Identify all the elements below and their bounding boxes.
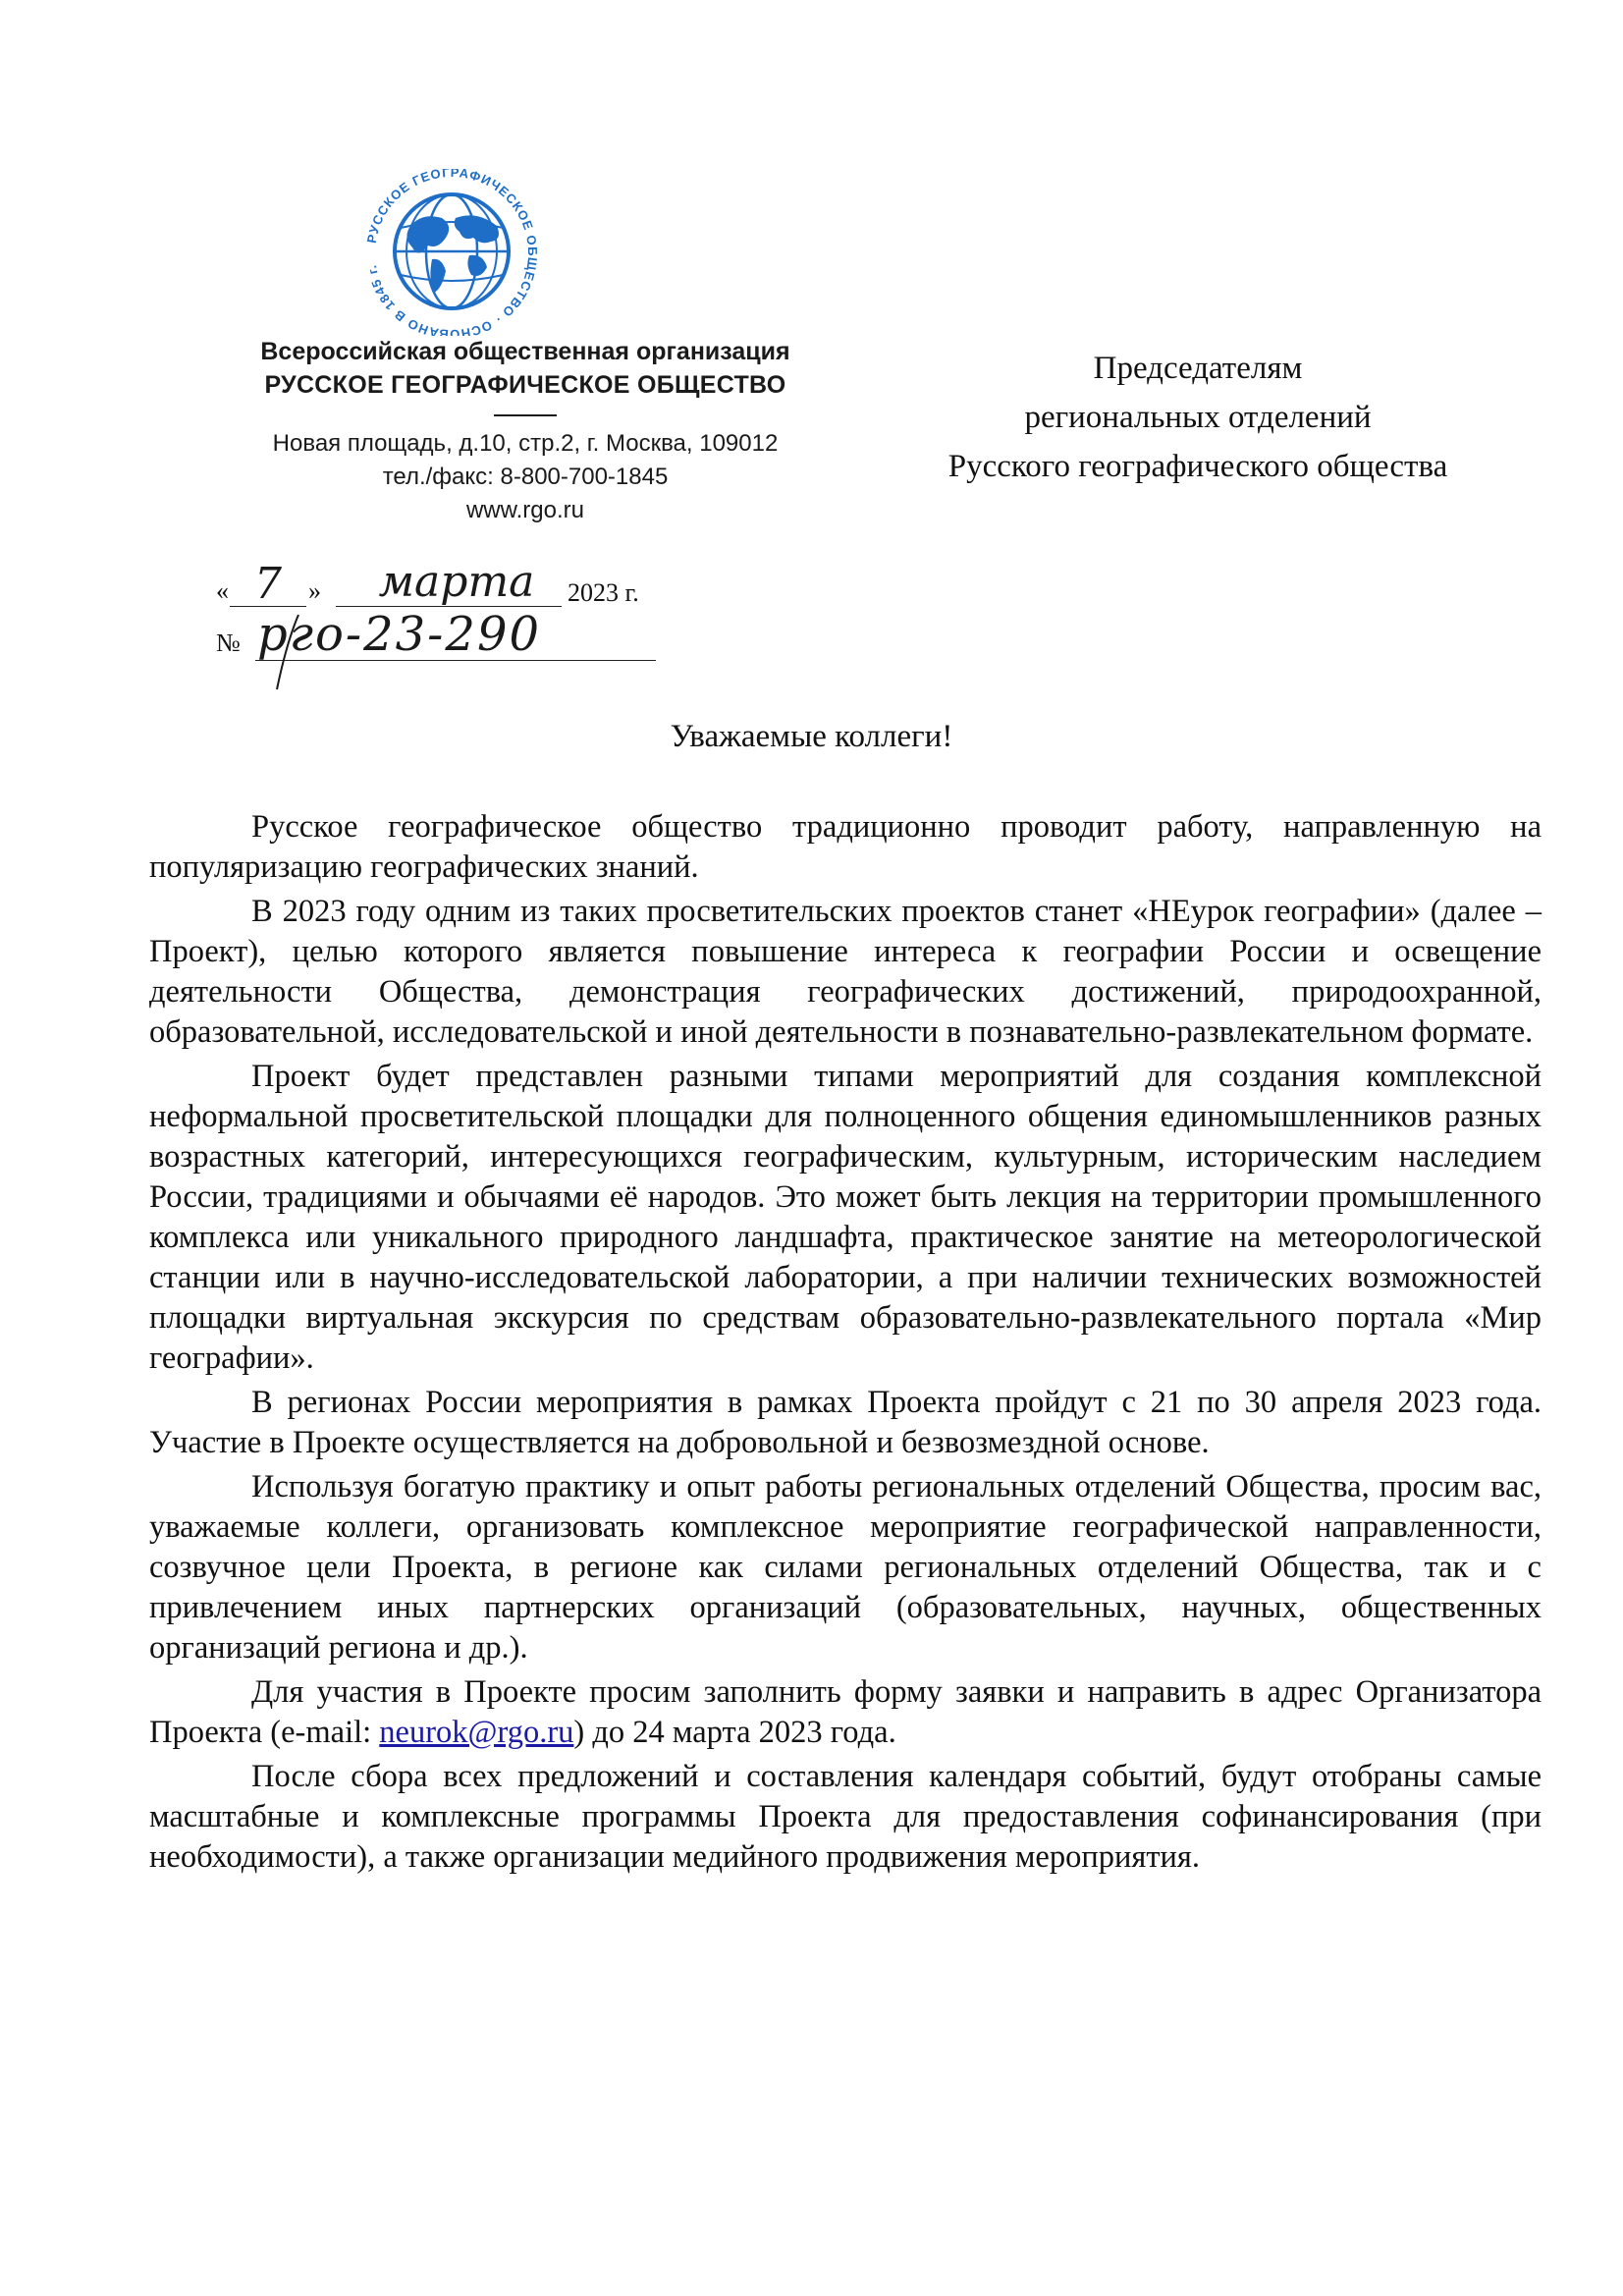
email-link[interactable]: neurok@rgo.ru	[379, 1715, 574, 1750]
body-paragraph: Проект будет представлен разными типами мероприятий для создания комплексной неформальной просветительской площадки для полноценного общения единомышленников разных возрастных категорий, интересующихся географическим, культурным, историческим наследием России, традициями и обычаями её народов. Это может быть лекция на территории промышленного комплекса или уникального природного ландшафта, практическое занятие на метеорологической станции или в научно-исследовательской лаборатории, а при наличии технических возможностей площадки виртуальная экскурсия по средствам образовательно-развлекательного портала «Мир географии».	[149, 1059, 1542, 1376]
addressee-line: Председателям	[1093, 351, 1303, 386]
body-paragraph: В регионах России мероприятия в рамках Проекта пройдут с 21 по 30 апреля 2023 года. Участие в Проекте осуществляется на добровольной и безвозмездной основе.	[149, 1385, 1542, 1460]
body-paragraph: Русское географическое общество традиционно проводит работу, направленную на популяризацию географических знаний.	[149, 809, 1542, 885]
body-text: Для участия в Проекте просим заполнить форму заявки и направить в адрес Организатора Проекта (e-mail:	[149, 1674, 1542, 1750]
rgo-logo	[344, 169, 560, 336]
org-phone: тел./факс: 8-800-700-1845	[382, 464, 669, 490]
body-paragraph	[149, 1672, 1542, 1753]
body-paragraph: Используя богатую практику и опыт работы региональных отделений Общества, просим вас, уважаемые коллеги, организовать комплексное мероприятие географической направленности, созвучное цели Проекта, в регионе как силами региональных отделений Общества, так и с привлечением иных партнерских организаций (образовательных, научных, общественных организаций региона и др.).	[149, 1469, 1542, 1666]
header-divider	[494, 414, 557, 416]
letter-body	[149, 807, 1542, 1882]
org-name: РУССКОЕ ГЕОГРАФИЧЕСКОЕ ОБЩЕСТВО	[264, 371, 786, 399]
addressee-block	[864, 344, 1532, 491]
body-text: ) до 24 марта 2023 года.	[573, 1715, 896, 1750]
greeting: Уважаемые коллеги!	[670, 719, 953, 754]
date-quote-open: «	[216, 576, 229, 605]
org-address: Новая площадь, д.10, стр.2, г. Москва, 109012	[272, 430, 779, 457]
svg-text:РУССКОЕ ГЕОГРАФИЧЕСКОЕ ОБЩЕСТВ: РУССКОЕ ГЕОГРАФИЧЕСКОЕ ОБЩЕСТВО · ОСНОВАНО В 1845 г.	[363, 169, 541, 336]
handwritten-stroke-icon	[273, 613, 302, 691]
date-day: 7	[254, 559, 282, 609]
date-year: 2023 г.	[568, 578, 639, 607]
date-quote-close: »	[308, 576, 321, 605]
number-sign: №	[216, 629, 241, 657]
org-website[interactable]: www.rgo.ru	[465, 497, 585, 523]
org-type: Всероссийская общественная организация	[260, 338, 790, 365]
addressee-line: региональных отделений	[1024, 400, 1372, 435]
number-underline	[255, 660, 656, 661]
body-paragraph: В 2023 году одним из таких просветительских проектов станет «НЕурок географии» (далее – Проект), целью которого является повышение интереса к географии России и освещение деятельности Общества, демонстрация географических достижений, природоохранной, образовательной, исследовательской и иной деятельности в познавательно-развлекательном формате.	[149, 894, 1542, 1050]
letter-number	[216, 607, 658, 689]
registration-number: рго-23-290	[257, 607, 542, 662]
addressee-line: Русского географического общества	[947, 449, 1448, 484]
globe-emblem-icon	[344, 169, 560, 336]
body-paragraph: После сбора всех предложений и составления календаря событий, будут отобраны самые масштабные и комплексные программы Проекта для предоставления софинансирования (при необходимости), а также организации медийного продвижения мероприятия.	[149, 1759, 1542, 1875]
date-month: марта	[378, 557, 535, 607]
